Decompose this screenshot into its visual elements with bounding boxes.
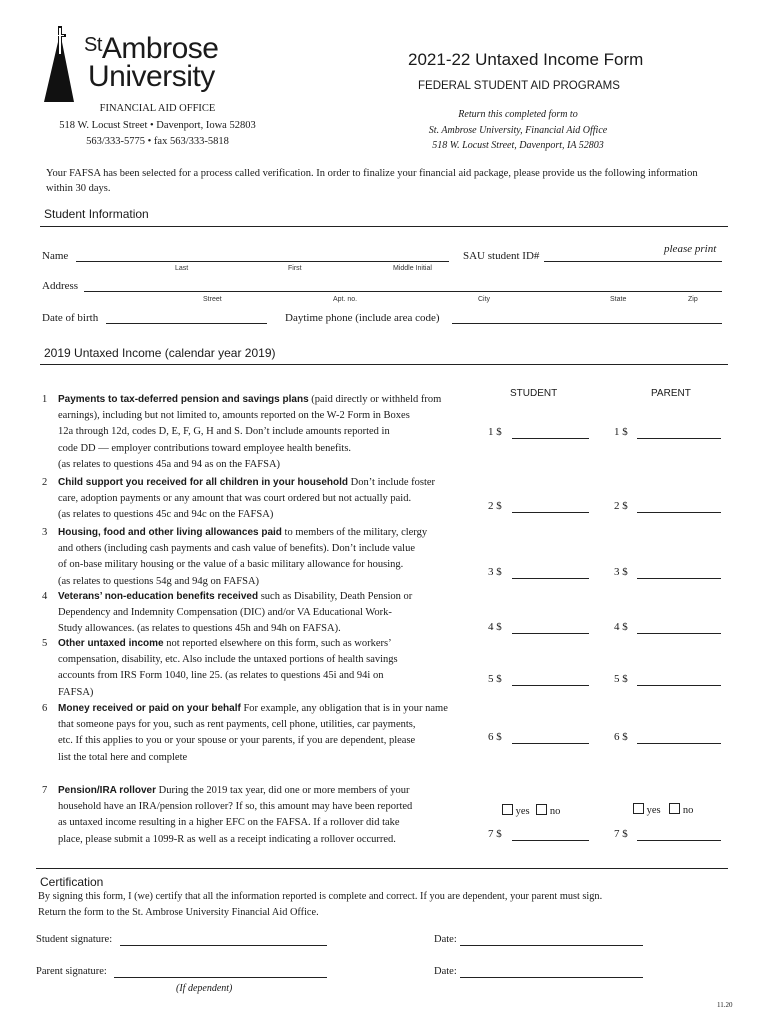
- item-line: (as relates to questions 54g and 94g on FAFSA): [58, 575, 260, 587]
- parent-amount-field-5[interactable]: [637, 685, 721, 686]
- certification-heading: Certification: [40, 875, 104, 889]
- parent-rollover-choice: [633, 803, 693, 816]
- name-field[interactable]: [76, 261, 449, 262]
- income-item-3: [42, 525, 482, 590]
- item-line: Dependency and Indemnity Compensation (DIC) and/or VA Educational Work-: [58, 607, 392, 619]
- item-line: that someone pays for you, such as rent payments, cell phone, utilities, car payments,: [58, 719, 416, 731]
- please-print: please print: [664, 243, 717, 255]
- parent-amount-5: 5 $: [614, 673, 628, 685]
- col-student: STUDENT: [510, 388, 558, 399]
- student-signature-label: Student signature:: [36, 934, 113, 945]
- parent-no-checkbox[interactable]: [669, 803, 680, 814]
- item-number: 4: [42, 591, 48, 602]
- address-field[interactable]: [84, 291, 722, 292]
- item-title: Payments to tax-deferred pension and savings plans: [58, 394, 309, 405]
- item-line: and others (including cash payments and cash value of benefits). Don’t include value: [58, 543, 415, 555]
- item-line: list the total here and complete: [58, 751, 188, 763]
- item-line: (as relates to questions 45c and 94c on the FAFSA): [58, 509, 274, 521]
- office-address: 518 W. Locust Street • Davenport, Iowa 52803: [59, 120, 256, 131]
- parent-amount-field-1[interactable]: [637, 438, 721, 439]
- item-line: (as relates to questions 45a and 94 as on the FAFSA): [58, 458, 281, 470]
- item-line: place, please submit a 1099-R as well as a receipt indicating a rollover occurred.: [58, 833, 396, 845]
- item-number: 5: [42, 638, 48, 649]
- item-first-line: Don’t include foster: [350, 477, 436, 488]
- office-phone: 563/333-5775 • fax 563/333-5818: [86, 136, 229, 147]
- item-title: Other untaxed income: [58, 638, 164, 649]
- item-title: Housing, food and other living allowances paid: [58, 527, 282, 538]
- student-amount-2: 2 $: [488, 500, 502, 512]
- student-no-checkbox[interactable]: [536, 804, 547, 815]
- income-heading-year: 2019: [244, 346, 272, 360]
- parent-amount-field-6[interactable]: [637, 743, 721, 744]
- item-title: Money received or paid on your behalf: [58, 703, 241, 714]
- student-amount-1: 1 $: [488, 426, 502, 438]
- caption-apt: Apt. no.: [333, 296, 358, 303]
- office-name: FINANCIAL AID OFFICE: [99, 103, 216, 114]
- item-first-line: For example, any obligation that is in your name: [243, 703, 448, 714]
- parent-yes-checkbox[interactable]: [633, 803, 644, 814]
- student-rollover-choice: [502, 804, 560, 817]
- return-line-1: Return this completed form to: [458, 109, 578, 120]
- item-line: 12a through 12d, codes D, E, F, G, H and S. Don’t include amounts reported in: [58, 426, 390, 438]
- item-line: code DD — employer contributions toward employee health benefits.: [58, 442, 352, 454]
- footer-code: 11.20: [717, 1001, 733, 1009]
- parent-date-label: Date:: [434, 966, 457, 977]
- item-line: household have an IRA/pension rollover? If so, this amount may have been reported: [58, 801, 413, 813]
- student-amount-field-6[interactable]: [512, 743, 589, 744]
- item-line: care, adoption payments or any amount that was court ordered but not actually paid.: [58, 493, 412, 505]
- item-line: etc. If this applies to you or your spouse or your parents, if you are dependent, please: [58, 735, 416, 747]
- address-label: Address: [42, 280, 79, 292]
- caption-state: State: [610, 296, 627, 303]
- item-line: FAFSA): [58, 686, 94, 698]
- intro-text: Your FAFSA has been selected for a process called verification. In order to finalize your financial aid package, please provide us the following information within 30 days.: [46, 168, 698, 194]
- parent-amount-field-7[interactable]: [637, 840, 721, 841]
- logo-st: St: [84, 34, 102, 56]
- student-yes-checkbox[interactable]: [502, 804, 513, 815]
- student-amount-field-7[interactable]: [512, 840, 589, 841]
- parent-amount-field-2[interactable]: [637, 512, 721, 513]
- caption-street: Street: [203, 296, 222, 303]
- student-amount-3: 3 $: [488, 566, 502, 578]
- sau-id-label: SAU student ID#: [463, 250, 540, 262]
- income-item-4: [42, 589, 482, 638]
- student-amount-field-1[interactable]: [512, 438, 589, 439]
- item-first-line: During the 2019 tax year, did one or more members of your: [158, 785, 410, 796]
- item-title: Pension/IRA rollover: [58, 785, 156, 796]
- return-line-2: St. Ambrose University, Financial Aid Office: [428, 125, 608, 136]
- student-signature-field[interactable]: [120, 945, 327, 946]
- sau-id-field[interactable]: [544, 261, 722, 262]
- income-item-1: [42, 392, 482, 473]
- item-first-line: (paid directly or withheld from: [311, 394, 442, 405]
- parent-amount-7: 7 $: [614, 828, 628, 840]
- caption-middle: Middle Initial: [393, 265, 432, 272]
- item-number: 6: [42, 703, 48, 714]
- item-number: 3: [42, 527, 48, 538]
- dob-label: Date of birth: [42, 312, 99, 324]
- student-amount-field-3[interactable]: [512, 578, 589, 579]
- income-rule: [40, 364, 728, 365]
- student-amount-field-4[interactable]: [512, 633, 589, 634]
- student-amount-6: 6 $: [488, 731, 502, 743]
- col-parent: PARENT: [651, 388, 691, 399]
- dob-field[interactable]: [106, 323, 267, 324]
- parent-amount-3: 3 $: [614, 566, 628, 578]
- student-amount-5: 5 $: [488, 673, 502, 685]
- phone-field[interactable]: [452, 323, 722, 324]
- student-date-label: Date:: [434, 934, 457, 945]
- caption-last: Last: [175, 265, 189, 272]
- item-number: 2: [42, 477, 48, 488]
- income-heading-b: ): [271, 346, 276, 360]
- caption-zip: Zip: [688, 296, 698, 303]
- student-yes-label: yes: [515, 806, 530, 817]
- income-item-5: [42, 636, 482, 701]
- income-item-6: [42, 701, 482, 766]
- student-info-heading: Student Information: [44, 207, 149, 221]
- student-amount-field-5[interactable]: [512, 685, 589, 686]
- parent-no-label: no: [682, 805, 694, 816]
- certification-rule-top: [36, 868, 728, 869]
- item-title: Child support you received for all children in your household: [58, 477, 349, 488]
- parent-amount-6: 6 $: [614, 731, 628, 743]
- parent-yes-label: yes: [646, 805, 661, 816]
- return-line-3: 518 W. Locust Street, Davenport, IA 52803: [432, 140, 604, 151]
- certification-text-2: Return the form to the St. Ambrose University Financial Aid Office.: [38, 907, 319, 918]
- caption-first: First: [288, 265, 302, 272]
- logo-ambrose: Ambrose: [101, 32, 219, 65]
- student-info-rule: [40, 226, 728, 227]
- item-line: of on-base military housing or the value of a basic military allowance for housing.: [58, 559, 404, 571]
- item-title: Veterans’ non-education benefits received: [58, 591, 259, 602]
- university-logo: [40, 24, 250, 104]
- item-line: earnings), including but not limited to, amounts reported on the W-2 Form in Boxes: [58, 410, 410, 422]
- student-date-field[interactable]: [460, 945, 643, 946]
- logo-university: University: [88, 60, 215, 93]
- student-amount-7: 7 $: [488, 828, 502, 840]
- if-dependent-note: (If dependent): [176, 983, 233, 994]
- form-title: 2021-22 Untaxed Income Form: [408, 50, 644, 69]
- item-number: 7: [42, 785, 48, 796]
- item-first-line: not reported elsewhere on this form, such as workers’: [166, 638, 392, 649]
- phone-label: Daytime phone (include area code): [285, 312, 440, 324]
- item-first-line: such as Disability, Death Pension or: [260, 591, 413, 602]
- parent-amount-1: 1 $: [614, 426, 628, 438]
- certification-text-1: By signing this form, I (we) certify that all the information reported is complete and correct. If you are dependent, your parent must sign.: [38, 891, 603, 902]
- parent-signature-field[interactable]: [114, 977, 327, 978]
- student-amount-field-2[interactable]: [512, 512, 589, 513]
- item-line: Study allowances. (as relates to questions 45h and 94h on FAFSA).: [58, 623, 341, 635]
- parent-amount-2: 2 $: [614, 500, 628, 512]
- income-heading: [44, 346, 276, 360]
- parent-amount-field-4[interactable]: [637, 633, 721, 634]
- caption-city: City: [478, 296, 491, 303]
- parent-signature-label: Parent signature:: [36, 966, 107, 977]
- item-line: accounts from IRS Form 1040, line 25. (as relates to questions 45i and 94i on: [58, 670, 384, 682]
- parent-amount-field-3[interactable]: [637, 578, 721, 579]
- student-no-label: no: [549, 806, 561, 817]
- student-amount-4: 4 $: [488, 621, 502, 633]
- parent-amount-4: 4 $: [614, 621, 628, 633]
- form-subtitle: FEDERAL STUDENT AID PROGRAMS: [418, 80, 620, 92]
- item-first-line: to members of the military, clergy: [284, 527, 428, 538]
- item-line: as untaxed income resulting in a higher EFC on the FAFSA. If a rollover did take: [58, 817, 400, 829]
- parent-date-field[interactable]: [460, 977, 643, 978]
- item-line: compensation, disability, etc. Also include the untaxed portions of health savings: [58, 654, 398, 666]
- name-label: Name: [42, 250, 69, 262]
- logo-spire-icon: [40, 24, 80, 104]
- income-heading-a: 2019 Untaxed Income (calendar year: [44, 346, 245, 360]
- income-item-2: [42, 475, 482, 524]
- income-item-7: [42, 783, 482, 848]
- item-number: 1: [42, 394, 48, 405]
